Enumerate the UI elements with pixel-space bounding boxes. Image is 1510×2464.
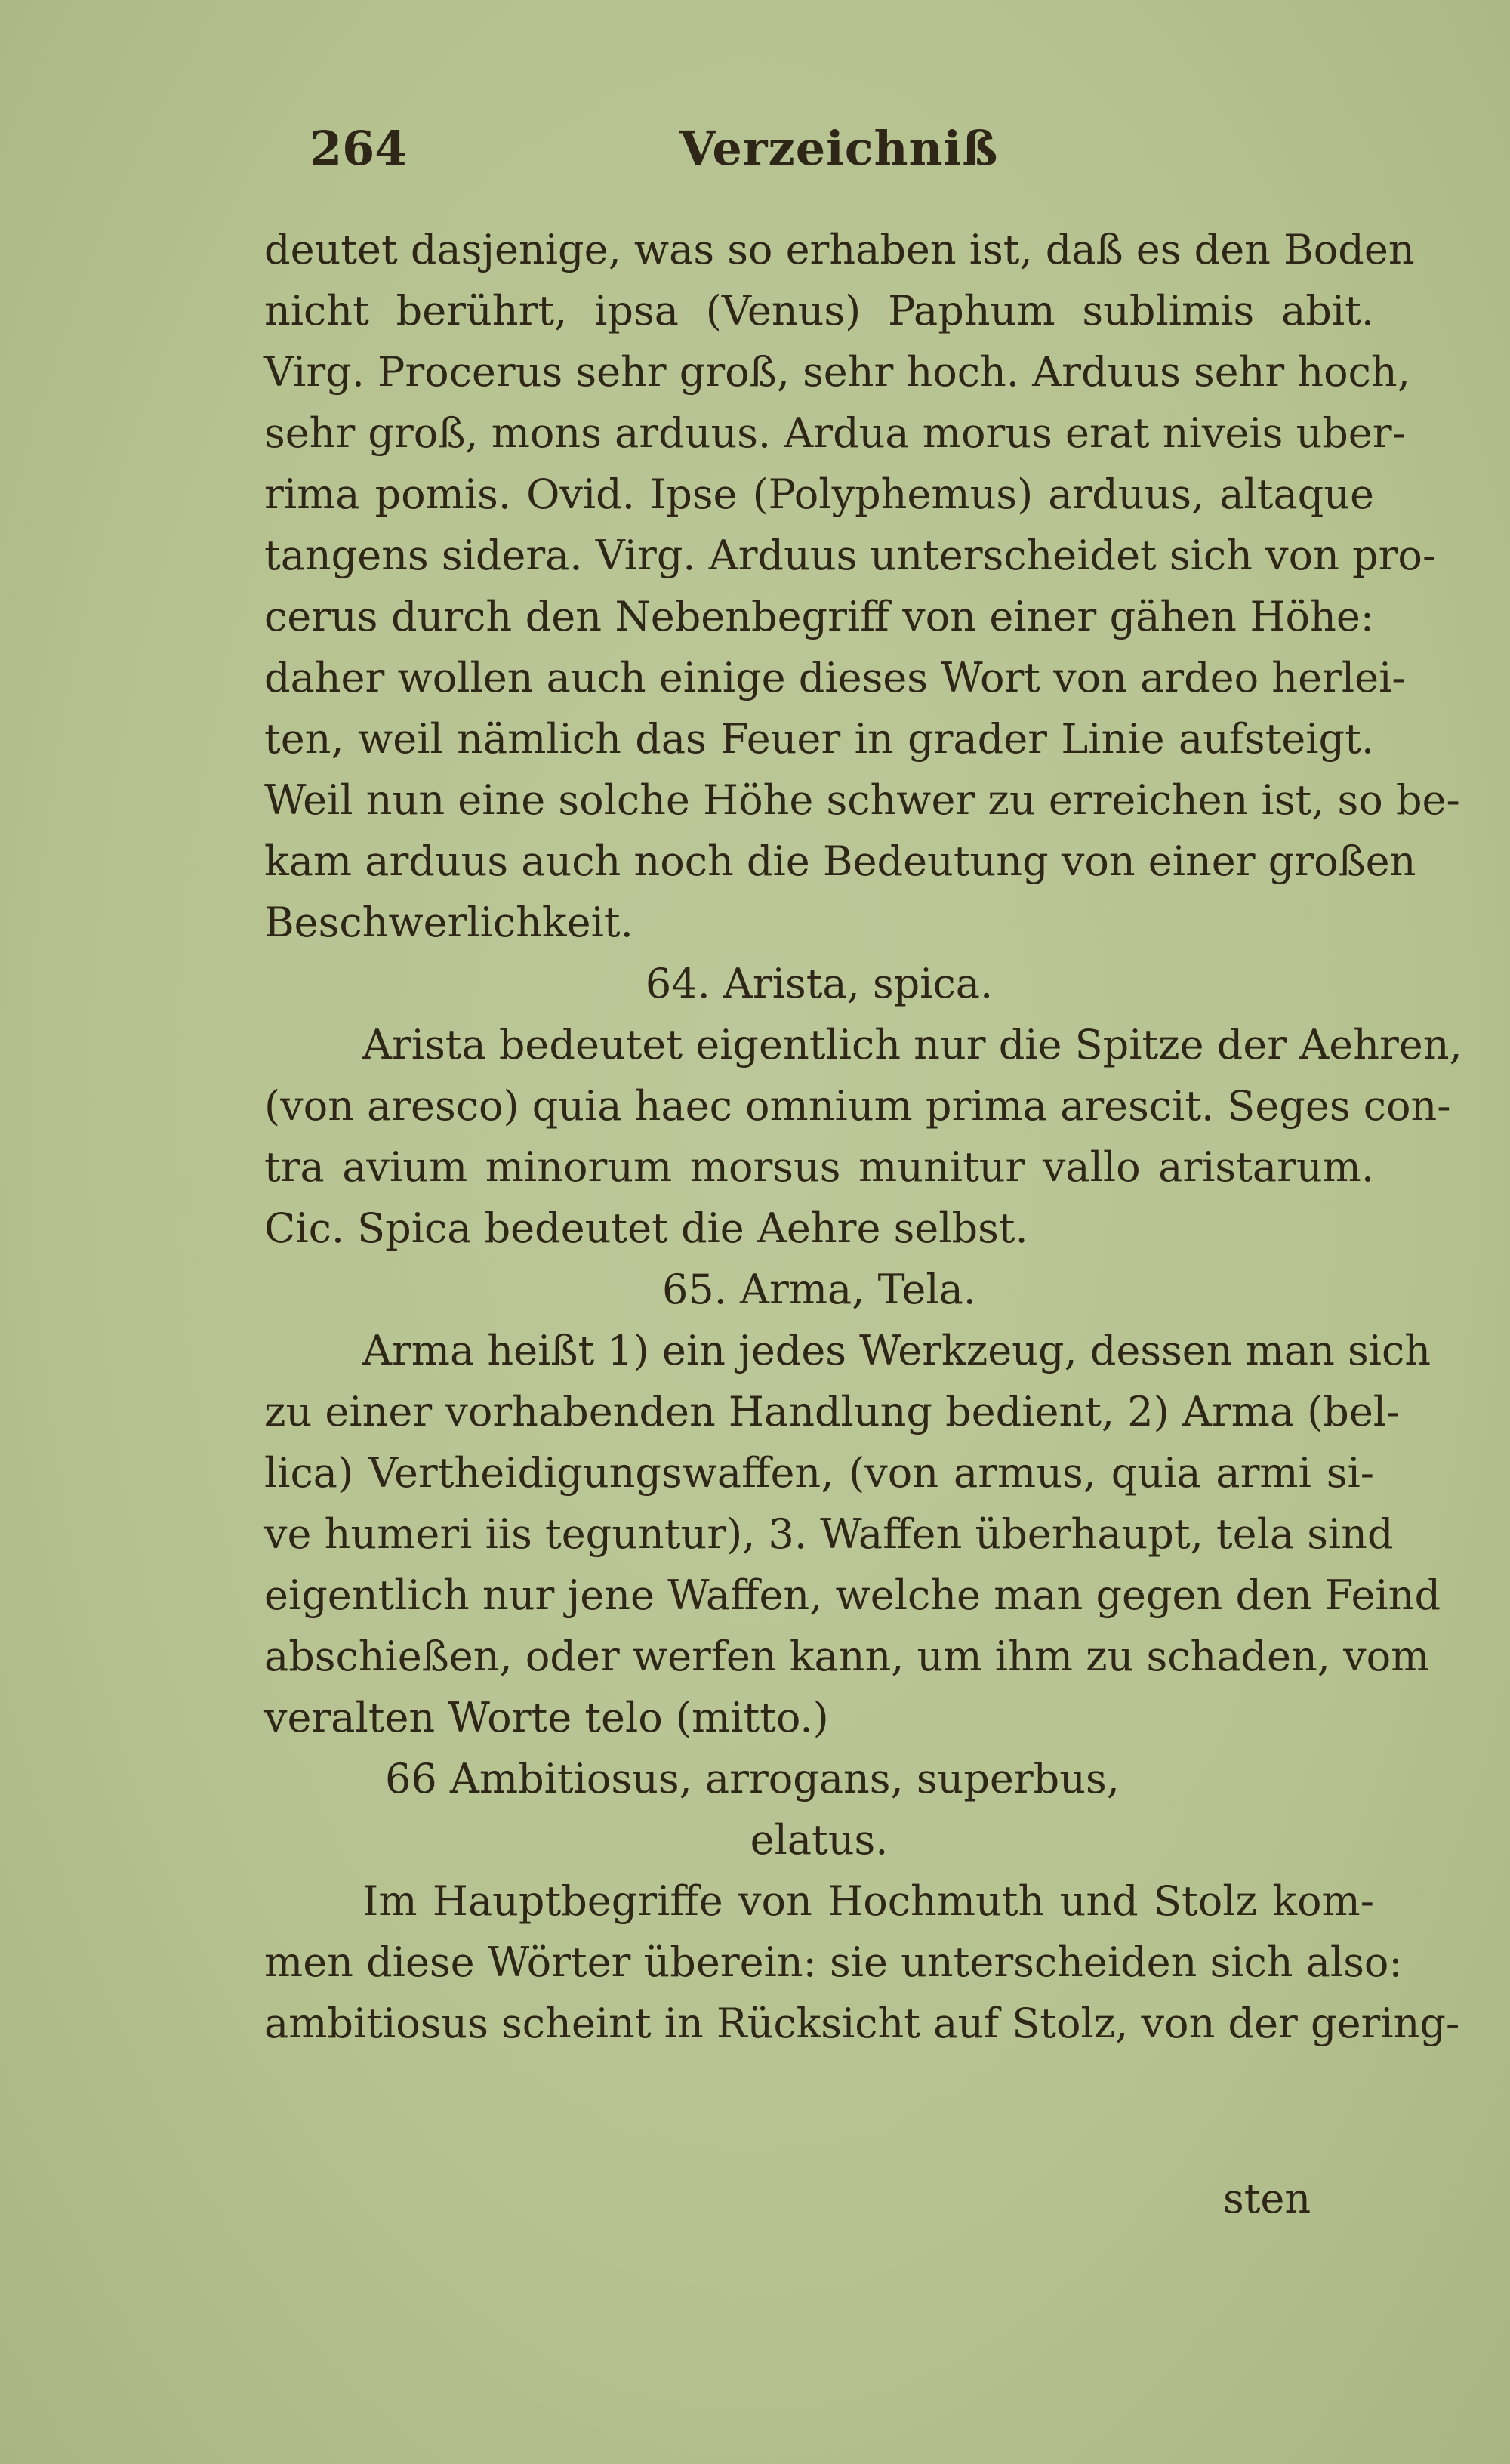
text-line: men diese Wörter überein: sie unterscheiden sich also: xyxy=(264,1938,1403,1986)
text-line: Beschwerlichkeit. xyxy=(264,899,633,946)
text-line: rima pomis. Ovid. Ipse (Polyphemus) arduus, altaque xyxy=(264,470,1374,518)
text-line: nicht berührt, ipsa (Venus) Paphum sublimis abit. xyxy=(264,287,1374,335)
text-line: kam arduus auch noch die Bedeutung von einer großen xyxy=(264,837,1416,885)
text-line: Weil nun eine solche Höhe schwer zu erreichen ist, so be- xyxy=(264,776,1460,824)
section-heading: 65. Arma, Tela. xyxy=(662,1266,976,1313)
section-heading: 64. Arista, spica. xyxy=(645,960,994,1007)
section-heading: 66 Ambitiosus, arrogans, superbus, xyxy=(385,1755,1120,1803)
text-line: lica) Vertheidigungswaffen, (von armus, quia armi si- xyxy=(264,1449,1374,1497)
text-line: abschießen, oder werfen kann, um ihm zu schaden, vom xyxy=(264,1633,1430,1680)
text-line: ve humeri iis teguntur), 3. Waffen überhaupt, tela sind xyxy=(264,1510,1394,1558)
text-line: ten, weil nämlich das Feuer in grader Linie aufsteigt. xyxy=(264,715,1374,763)
text-line: Im Hauptbegriffe von Hochmuth und Stolz kom- xyxy=(362,1877,1374,1925)
text-line: Cic. Spica bedeutet die Aehre selbst. xyxy=(264,1204,1028,1252)
running-head: Verzeichniß xyxy=(680,121,999,176)
text-line: eigentlich nur jene Waffen, welche man gegen den Feind xyxy=(264,1571,1441,1619)
page-header xyxy=(0,121,1510,181)
page-number: 264 xyxy=(310,121,408,176)
text-line: Arista bedeutet eigentlich nur die Spitze der Aehren, xyxy=(362,1021,1462,1069)
text-line: daher wollen auch einige dieses Wort von ardeo herlei- xyxy=(264,654,1406,702)
text-line: cerus durch den Nebenbegriff von einer gähen Höhe: xyxy=(264,593,1374,640)
text-line: Arma heißt 1) ein jedes Werkzeug, dessen man sich xyxy=(362,1327,1431,1374)
text-line: zu einer vorhabenden Handlung bedient, 2) Arma (bel- xyxy=(264,1388,1401,1436)
section-heading-continued: elatus. xyxy=(750,1816,889,1864)
text-line: deutet dasjenige, was so erhaben ist, daß es den Boden xyxy=(264,226,1415,273)
text-line: sehr groß, mons arduus. Ardua morus erat niveis uber- xyxy=(264,409,1406,457)
text-line: tra avium minorum morsus munitur vallo aristarum. xyxy=(264,1143,1374,1191)
text-line: (von aresco) quia haec omnium prima arescit. Seges con- xyxy=(264,1082,1451,1130)
text-line: Virg. Procerus sehr groß, sehr hoch. Arduus sehr hoch, xyxy=(264,348,1410,396)
text-line: veralten Worte telo (mitto.) xyxy=(264,1694,829,1741)
catchword: sten xyxy=(1223,2175,1311,2222)
text-line: tangens sidera. Virg. Arduus unterscheidet sich von pro- xyxy=(264,532,1437,579)
text-body xyxy=(264,219,1462,2054)
text-line: ambitiosus scheint in Rücksicht auf Stolz, von der gering- xyxy=(264,2000,1460,2047)
